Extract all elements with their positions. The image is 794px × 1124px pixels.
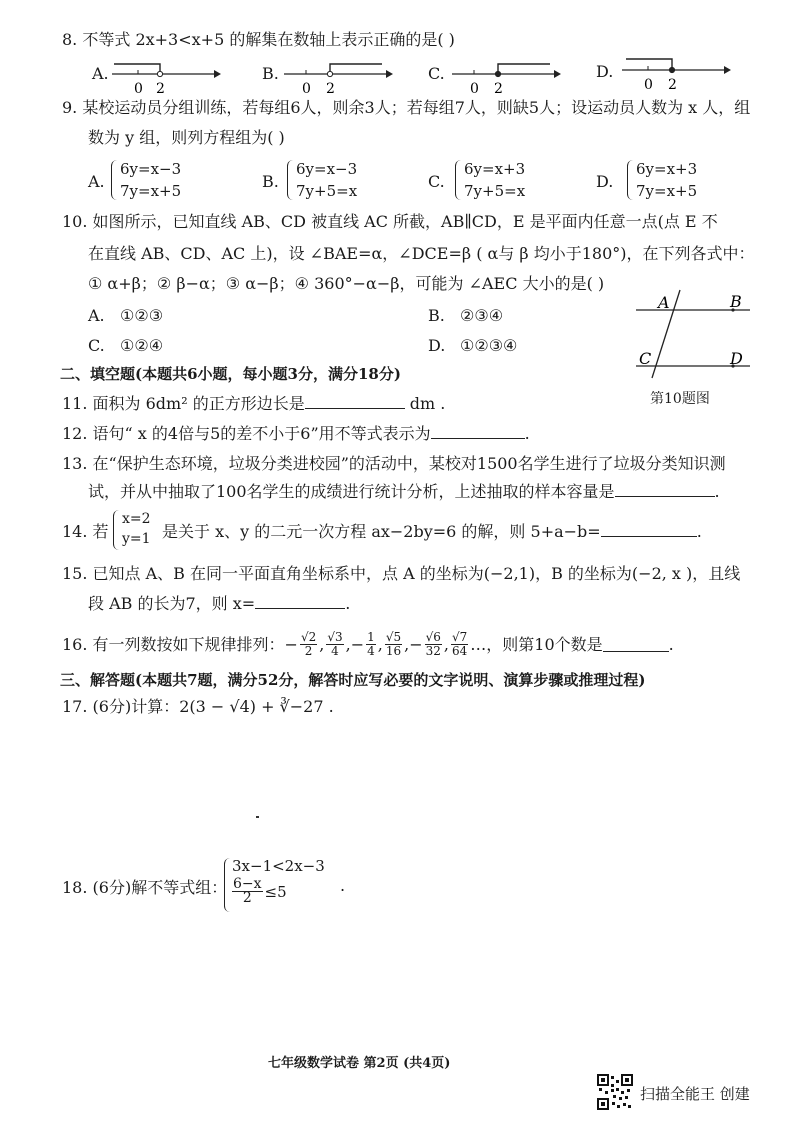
q14-end: .: [696, 522, 702, 541]
q16: 16. 有一列数按如下规律排列： − $\frac{√2}{2}$ , $\frac{√3}{4}$ , − $\frac{1}{4}$ , $\frac{√5}{16}$ , − $\frac{√6}{32}$ , $\frac{√7}{64}$ …，则第10个数是 .: [62, 630, 674, 658]
q16-term-4: $\frac{√5}{16}$: [385, 630, 402, 658]
q12-text: 12. 语句“ x 的4倍与5的差不小于6”用不等式表示为: [62, 424, 431, 443]
q14-eq1: x=2: [122, 511, 151, 527]
qr-code-icon: [597, 1074, 633, 1110]
q9c-eq1: 6y=x+3: [464, 160, 526, 178]
q10-option-c-text: ①②④: [120, 336, 164, 355]
q10-option-c-label: C.: [88, 336, 105, 355]
q16-tail: …，则第10个数是: [470, 634, 603, 654]
q9-option-b-system: [296, 158, 357, 202]
q12-end: .: [524, 424, 530, 443]
q16-end: .: [668, 634, 674, 654]
q8c-tick-2: 2: [494, 81, 503, 97]
q14-system: [122, 508, 151, 548]
q9d-eq2: 7y=x+5: [636, 182, 698, 200]
q14-eq2: y=1: [122, 531, 151, 547]
q8-stem: 8. 不等式 2x+3<x+5 的解集在数轴上表示正确的是( ): [62, 30, 455, 49]
q16-t5-sign: −: [409, 634, 423, 654]
q11-unit: dm .: [404, 394, 446, 413]
page-footer: 七年级数学试卷 第2页 (共4页): [268, 1056, 451, 1071]
scan-speck: [256, 816, 259, 818]
q10-figure: [630, 286, 780, 382]
brace-icon: [287, 160, 295, 200]
q10-option-d-text: ①②③④: [460, 336, 518, 355]
q15-answer-blank[interactable]: [255, 594, 345, 609]
q9-option-d-label: D.: [596, 172, 614, 191]
q18-eq1: 3x−1<2x−3: [232, 857, 325, 875]
q8d-tick-2: 2: [668, 77, 677, 93]
q10-option-a-label: A.: [88, 306, 105, 325]
q8d-tick-0: 0: [644, 77, 653, 93]
q13-answer-blank[interactable]: [615, 482, 715, 497]
q16-t3-sign: −: [350, 634, 365, 654]
q12-answer-blank[interactable]: [431, 424, 525, 439]
q9a-eq2: 7y=x+5: [120, 182, 182, 200]
q15-line1: 15. 已知点 A、B 在同一平面直角坐标系中，点 A 的坐标为(−2,1)，B 的坐标为(−2, x )，且线: [62, 564, 741, 583]
q8b-tick-0: 0: [302, 81, 311, 97]
q15-end: .: [345, 594, 351, 613]
q18-label: 18. (6分)解不等式组：: [62, 878, 228, 897]
label-b: B: [730, 292, 742, 311]
q16-term-1: $\frac{√2}{2}$: [300, 630, 317, 658]
q13-line2-wrap: [88, 482, 720, 502]
q8-number-line-a: [110, 58, 222, 100]
q9b-eq1: 6y=x−3: [296, 160, 358, 178]
q9-option-b-label: B.: [262, 172, 279, 191]
q16-t1-sign: −: [284, 634, 298, 654]
q13-line2: 试，并从中抽取了100名学生的成绩进行统计分析，上述抽取的样本容量是: [88, 482, 615, 501]
q16-text: 16. 有一列数按如下规律排列：: [62, 634, 285, 654]
q17-expression: 2(3 − √4) + ∛−27 .: [179, 697, 334, 716]
q8-number-line-c: [450, 58, 562, 100]
q12: [62, 424, 530, 444]
q9-option-d-system: [636, 158, 697, 202]
q18-end: .: [340, 876, 346, 895]
q17: [62, 697, 334, 717]
q9-option-c-label: C.: [428, 172, 445, 191]
q8-option-b-label: B.: [262, 64, 279, 83]
q11-text: 11. 面积为 6dm² 的正方形边长是: [62, 394, 305, 413]
q14-answer-blank[interactable]: [601, 522, 697, 537]
q14-text: 是关于 x、y 的二元一次方程 ax−2by=6 的解，则 5+a−b=: [162, 522, 601, 541]
q8c-tick-0: 0: [470, 81, 479, 97]
q13-end: .: [714, 482, 720, 501]
q8-option-c-label: C.: [428, 64, 445, 83]
q10-option-d-label: D.: [428, 336, 446, 355]
q16-answer-blank[interactable]: [603, 637, 669, 652]
q9-option-a-label: A.: [88, 172, 105, 191]
label-d: D: [730, 349, 743, 368]
q10-option-b-label: B.: [428, 306, 445, 325]
q14-pre: 14. 若: [62, 522, 109, 541]
q16-term-5: $\frac{√6}{32}$: [425, 630, 441, 658]
q18-relation: ≤5: [264, 882, 287, 901]
q18-system: [232, 856, 325, 905]
q10-line2: 在直线 AB、CD、AC 上)，设 ∠BAE=α，∠DCE=β ( α与 β 均小于180°)，在下列各式中：: [88, 244, 755, 263]
q15-line2: 段 AB 的长为7，则 x=: [88, 594, 256, 613]
q18-fraction: $\frac{6-x}{2}$: [233, 876, 262, 906]
q8a-tick-0: 0: [134, 81, 143, 97]
q17-label: 17. (6分)计算：: [62, 697, 180, 716]
brace-icon: [455, 160, 463, 200]
q10-option-a-text: ①②③: [120, 306, 164, 325]
q8-number-line-b: [282, 58, 394, 100]
q18-eq2: [232, 878, 325, 905]
q10-line3: ① α+β；② β−α；③ α−β；④ 360°−α−β，可能为 ∠AEC 大小的是( ): [88, 274, 605, 293]
q9-line2: 数为 y 组，则列方程组为( ): [88, 128, 285, 147]
brace-icon: [111, 160, 119, 200]
q16-term-6: $\frac{√7}{64}$: [452, 630, 468, 658]
q10-line1: 10. 如图所示，已知直线 AB、CD 被直线 AC 所截，AB∥CD，E 是平面内任意一点(点 E 不: [62, 212, 718, 231]
q9b-eq2: 7y+5=x: [296, 182, 358, 200]
q9c-eq2: 7y+5=x: [464, 182, 526, 200]
q8b-tick-2: 2: [326, 81, 335, 97]
q15-line2-wrap: [88, 594, 350, 614]
q10-option-b-text: ②③④: [460, 306, 504, 325]
q10-figure-caption: 第10题图: [650, 391, 710, 407]
section-2-heading: 二、填空题(本题共6小题，每小题3分，满分18分): [60, 365, 401, 383]
section-3-heading: 三、解答题(本题共7题，满分52分，解答时应写必要的文字说明、演算步骤或推理过程): [60, 671, 646, 689]
q8-number-line-d: [620, 52, 732, 94]
q9-option-c-system: [464, 158, 525, 202]
label-c: C: [639, 349, 652, 368]
q11-answer-blank[interactable]: [305, 394, 405, 409]
label-a: A: [658, 293, 670, 312]
q11: [62, 394, 445, 414]
brace-icon: [224, 858, 232, 912]
brace-icon: [627, 160, 635, 200]
q13-line1: 13. 在“保护生态环境，垃圾分类进校园”的活动中，某校对1500名学生进行了垃圾分类知识测: [62, 454, 726, 473]
scanner-watermark: 扫描全能王 创建: [640, 1085, 750, 1103]
q16-term-2: $\frac{√3}{4}$: [327, 630, 343, 658]
q8-option-d-label: D.: [596, 62, 614, 81]
brace-icon: [113, 510, 121, 550]
q9-line1: 9. 某校运动员分组训练，若每组6人，则余3人；若每组7人，则缺5人；设运动员人数为 x 人，组: [62, 98, 751, 117]
q16-term-3: $\frac{1}{4}$: [367, 630, 375, 658]
q8a-tick-2: 2: [156, 81, 165, 97]
q9a-eq1: 6y=x−3: [120, 160, 182, 178]
q9d-eq1: 6y=x+3: [636, 160, 698, 178]
q8-option-a-label: A.: [92, 64, 109, 83]
q14-main: [162, 522, 702, 542]
q9-option-a-system: [120, 158, 181, 202]
